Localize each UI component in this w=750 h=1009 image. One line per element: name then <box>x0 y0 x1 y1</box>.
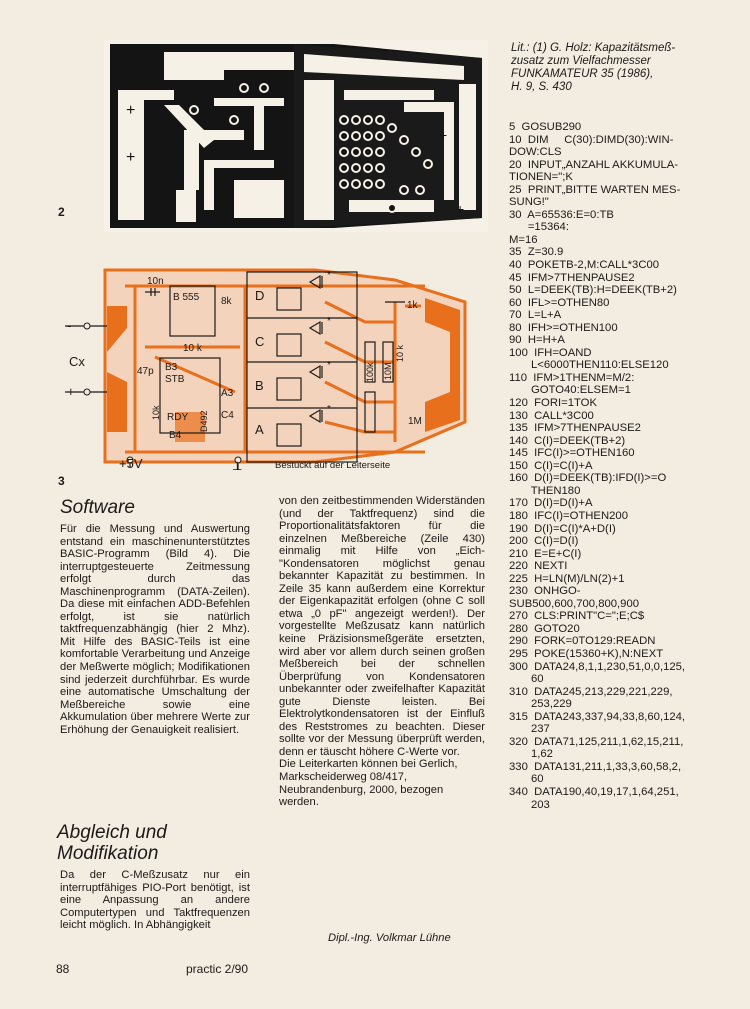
label-10n: 10n <box>147 276 164 287</box>
text-software <box>60 523 250 736</box>
label-a: A <box>255 422 264 437</box>
literature-reference: Lit.: (1) G. Holz: Kapazitätsmeß- zusatz zum Vielfachmesser FUNKAMATEUR 35 (1986), H. 9, S. 430 <box>511 42 676 93</box>
label-star-b: * <box>327 360 331 371</box>
label-1m: 1M <box>408 416 422 427</box>
label-10m: 10M <box>383 362 393 380</box>
magazine-issue: practic 2/90 <box>186 962 249 976</box>
label-1k: 1k <box>407 300 418 311</box>
heading-abgleich-line1: Abgleich und <box>57 822 167 843</box>
label-rdy: RDY <box>167 412 189 423</box>
label-d492: D492 <box>199 410 209 432</box>
label-plus5v: +5V <box>119 456 143 471</box>
pcb-layout-drawing <box>104 40 488 232</box>
paragraph-abgleich: Da der C-Meßzusatz nur ein interruptfähiges PIO-Port benötigt, ist eine Anpassung an andere Computertypen und Taktfrequenzen leicht möglich. In Abhängigkeit <box>60 869 250 932</box>
label-minus: - <box>67 318 72 333</box>
label-note: Bestückt auf der Leiterseite <box>275 460 391 471</box>
label-c: C <box>255 334 265 349</box>
component-placement-drawing <box>65 262 485 472</box>
heading-abgleich-line2: Modifikation <box>57 843 159 864</box>
label-100k: 100k <box>365 362 375 382</box>
label-b: B <box>255 378 264 393</box>
label-10k-right: 10 k <box>395 344 405 362</box>
paragraph-contact: Die Leiterkarten können bei Gerlich, Markscheiderweg 08/417, Neubrandenburg, 2000, bezogen werden. <box>279 758 458 809</box>
label-d: D <box>255 288 265 303</box>
label-10k-vertical: 10k <box>151 405 161 420</box>
label-star-d: * <box>327 270 331 281</box>
label-b555: B 555 <box>173 292 200 303</box>
label-ground: ⊥ <box>232 459 243 472</box>
label-b4: B4 <box>169 430 182 441</box>
heading-software: Software <box>60 497 135 518</box>
figure-2-number: 2 <box>58 205 65 219</box>
paragraph-software: Für die Messung und Auswertung entstand ein maschinenunterstütztes BASIC-Programm (Bild 4). Die interruptgesteuerte Zeitmessung erfolgt durch das Maschinenprogramm (DATA-Zeilen). Da diese mit einfachen ADD-Befehlen erfolgt, ist sie natürlich taktfrequenzabhängig (hier 2 Mhz). Mit Hilfe des BASIC-Teils ist eine komfortable Verarbeitung und Anzeige der Meßwerte möglich; Modifikationen sind jederzeit durchführbar. Es wurde eine automatische Umschaltung der Meßbereiche sowie eine Akkumulation über mehrere Werte zur Erhöhung der Genauigkeit realisiert. <box>60 523 250 736</box>
heading-abgleich <box>57 822 167 864</box>
figure-3-number: 3 <box>58 474 65 488</box>
svg-text:+: + <box>456 201 465 217</box>
label-cx: Cx <box>69 354 85 369</box>
label-47p: 47p <box>137 366 154 377</box>
label-b3: B3 <box>165 362 178 373</box>
label-a3: A3 <box>221 388 234 399</box>
label-10k-top: 10 k <box>183 343 202 354</box>
svg-text:+: + <box>439 127 448 143</box>
label-c4: C4 <box>221 410 234 421</box>
author-line: Dipl.-Ing. Volkmar Lühne <box>328 932 451 944</box>
paragraph-calibration: von den zeitbestimmenden Widerständen (und der Taktfrequenz) sind die Proportionalitätsfaktoren für die einzelnen Meßbereiche (Zeile 430) einmalig mit Hilfe von „Eich-"Kondensatoren möglichst genau bekannter Kapazität zu bestimmen. In Zeile 35 kann außerdem eine Korrektur der Eigenkapazität erfolgen (ohne C soll etwa „0 pF" angezeigt werden!). Der vorgestellte Meßzusatz kann natürlich keine Präzisionsmeßgeräte ersetzten, wird aber vor allem durch seinen großen Meßbereich bei der schnellen Überprüfung von Kondensatoren unbekannter oder zweifelhafter Kapazität gute Dienste leisten. Bei Elektrolytkondensatoren ist der Einfluß des Reststromes zu beachten. Dieser sollte vor der Messung überprüft werden, denn er täuscht höhere C-Werte vor. <box>279 495 485 758</box>
basic-code-listing: 5 GOSUB290 10 DIM C(30):DIMD(30):WIN- DOW:CLS 20 INPUT„ANZAHL AKKUMULA- TIONEN=";K 25 PRINT„BITTE WARTEN MES- SUNG!" 30 A=65536:E=0:TB =15364: M=16 35 Z=30.9 40 POKETB-2,M:CALL*3C00 45 IFM>7THENPAUSE2 50 L=DEEK(TB):H=DEEK(TB+2) 60 IFL>=OTHEN80 70 L=L+A 80 IFH>=OTHEN100 90 H=H+A 100 IFH=OAND L<6000THEN110:ELSE120 110 IFM>1THENM=M/2: GOTO40:ELSEM=1 120 FORI=1TOK 130 CALL*3C00 135 IFM>7THENPAUSE2 140 C(I)=DEEK(TB+2) 145 IFC(I)>=OTHEN160 150 C(I)=C(I)+A 160 D(I)=DEEK(TB):IFD(I)>=O THEN180 170 D(I)=D(I)+A 180 IFC(I)=OTHEN200 190 D(I)=C(I)*A+D(I) 200 C(I)=D(I) 210 E=E+C(I) 220 NEXTI 225 H=LN(M)/LN(2)+1 230 ONHGO- SUB500,600,700,800,900 270 CLS:PRINT"C=";E;C$ 280 GOTO20 290 FORK=0TO129:READN 295 POKE(15360+K),N:NEXT 300 DATA24,8,1,1,230,51,0,0,125, 60 310 DATA245,213,229,221,229, 253,229 315 DATA243,337,94,33,8,60,124, 237 320 DATA71,125,211,1,62,15,211, 1,62 330 DATA131,211,1,33,3,60,58,2, 60 340 DATA190,40,19,17,1,64,251, 203 <box>509 121 686 811</box>
svg-text:+: + <box>126 102 136 119</box>
svg-text:+: + <box>126 149 136 166</box>
label-8k: 8k <box>221 296 232 307</box>
label-plus: + <box>67 384 75 399</box>
figure-3-placement <box>65 262 485 472</box>
label-star-a: * <box>327 404 331 415</box>
page-number: 88 <box>56 962 70 976</box>
text-column-2 <box>279 495 485 809</box>
label-star-c: * <box>327 316 331 327</box>
text-abgleich <box>60 869 250 932</box>
figure-2-pcb <box>104 40 488 232</box>
label-stb: STB <box>165 374 185 385</box>
